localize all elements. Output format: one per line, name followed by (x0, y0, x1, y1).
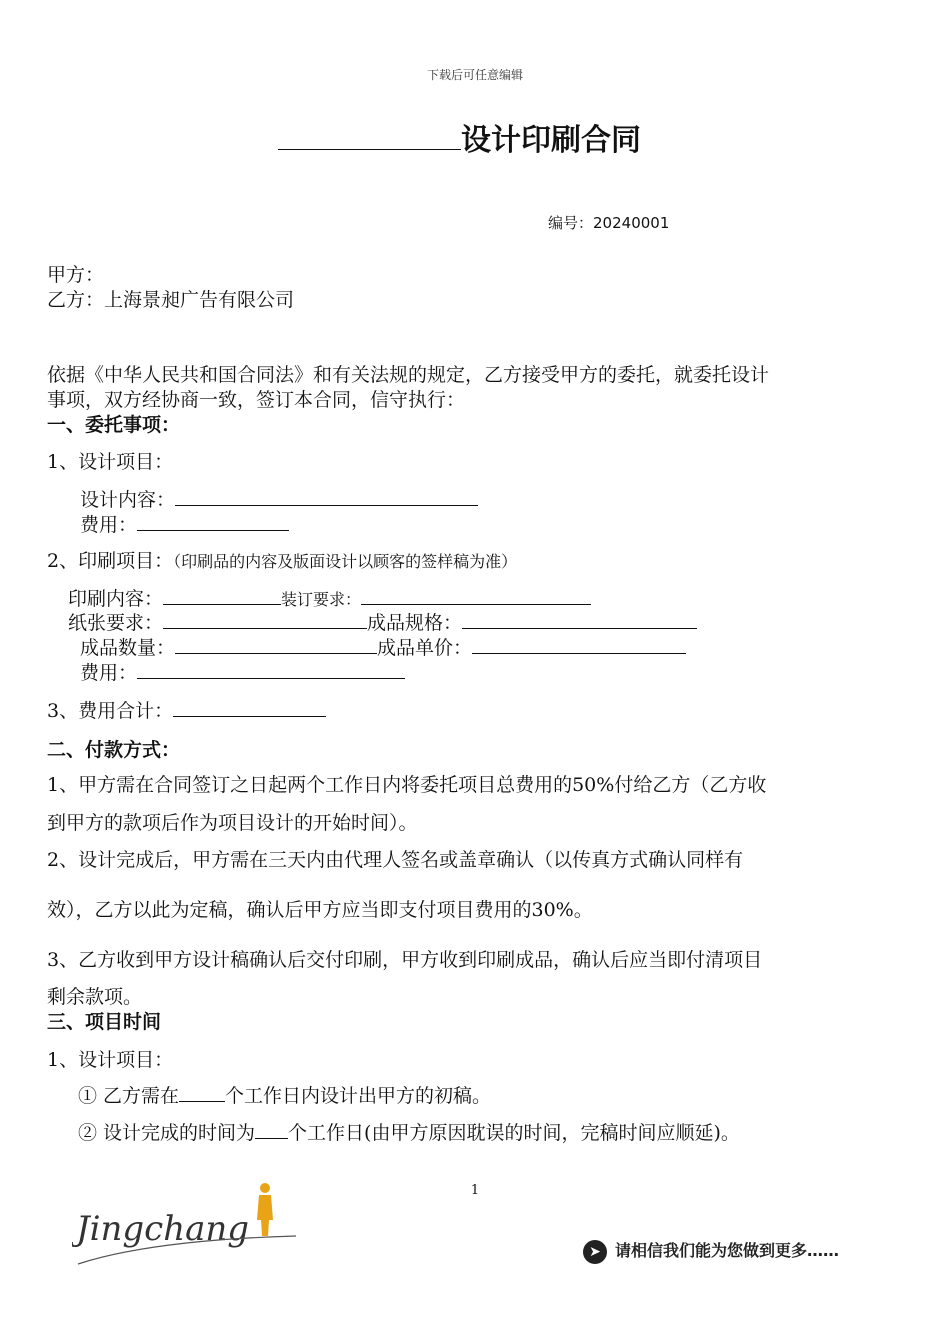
s3-sub-1 (78, 1081, 491, 1108)
print-fee-blank[interactable] (137, 659, 405, 679)
contract-number (548, 212, 669, 233)
total-fee-label: 3、费用合计： (47, 700, 174, 722)
unit-price-label: 成品单价： (377, 637, 473, 659)
print-content-label: 印刷内容： (68, 588, 164, 610)
s1-item-2-label: 2、印刷项目： (47, 550, 174, 572)
quantity-price-row (80, 633, 686, 660)
s3-sub-2-pre: ② 设计完成的时间为 (78, 1122, 256, 1144)
section-2-heading: 二、付款方式： (47, 739, 181, 761)
intro-line-1: 依据《中华人民共和国合同法》和有关法规的规定，乙方接受甲方的委托，就委托设计 (47, 364, 770, 386)
paper-blank[interactable] (163, 609, 367, 629)
draft-days-blank[interactable] (179, 1082, 225, 1102)
print-content-blank[interactable] (163, 585, 281, 605)
paper-spec-row (68, 608, 697, 635)
jingchang-logo (72, 1180, 312, 1275)
arrow-right-icon: ➤ (583, 1240, 607, 1264)
s3-sub-2 (78, 1118, 740, 1145)
slogan-text: 请相信我们能为您做到更多…… (615, 1241, 840, 1260)
contract-number-label: 编号： (548, 214, 594, 232)
payment-2-line-1: 2、设计完成后，甲方需在三天内由代理人签名或盖章确认（以传真方式确认同样有 (47, 849, 744, 871)
quantity-blank[interactable] (175, 634, 377, 654)
payment-1-line-1: 1、甲方需在合同签订之日起两个工作日内将委托项目总费用的50%付给乙方（乙方收 (47, 774, 767, 796)
payment-3-line-1: 3、乙方收到甲方设计稿确认后交付印刷，甲方收到印刷成品，确认后应当即付清项目 (47, 949, 763, 971)
s3-sub-1-post: 个工作日内设计出甲方的初稿。 (225, 1085, 492, 1107)
binding-blank[interactable] (361, 585, 591, 605)
slogan (583, 1238, 839, 1264)
design-fee-row (80, 510, 289, 537)
total-fee-blank[interactable] (173, 697, 326, 717)
intro-line-2: 事项，双方经协商一致，签订本合同，信守执行： (47, 389, 466, 411)
s1-item-1: 1、设计项目： (47, 451, 174, 473)
design-fee-blank[interactable] (137, 511, 289, 531)
payment-2-line-2: 效），乙方以此为定稿，确认后甲方应当即支付项目费用的30%。 (47, 899, 593, 921)
payment-1-line-2: 到甲方的款项后作为项目设计的开始时间）。 (47, 812, 418, 834)
s1-item-2 (47, 546, 517, 573)
party-b: 乙方：上海景昶广告有限公司 (47, 289, 295, 311)
print-fee-row (80, 658, 405, 685)
s3-item-1: 1、设计项目： (47, 1049, 174, 1071)
section-3-heading: 三、项目时间 (47, 1011, 162, 1033)
design-fee-label: 费用： (80, 514, 138, 536)
design-content-blank[interactable] (175, 486, 478, 506)
logo-text: Jingchang (76, 1209, 250, 1249)
spec-blank[interactable] (462, 609, 697, 629)
title-blank[interactable] (278, 119, 461, 150)
title-text: 设计印刷合同 (461, 123, 641, 158)
s1-item-2-note: （印刷品的内容及版面设计以顾客的签样稿为准） (173, 552, 518, 571)
logo-figure-icon (257, 1183, 273, 1236)
print-content-row (68, 584, 591, 611)
contract-title (278, 115, 641, 159)
page-number: 1 (470, 1183, 480, 1198)
s3-sub-1-pre: ① 乙方需在 (78, 1085, 180, 1107)
spec-label: 成品规格： (367, 612, 463, 634)
contract-number-value: 20240001 (593, 214, 670, 232)
paper-label: 纸张要求： (68, 612, 164, 634)
section-1-heading: 一、委托事项： (47, 414, 181, 436)
binding-label: 装订要求： (281, 590, 362, 609)
total-fee-row (47, 696, 326, 723)
unit-price-blank[interactable] (472, 634, 686, 654)
print-fee-label: 费用： (80, 662, 138, 684)
quantity-label: 成品数量： (80, 637, 176, 659)
completion-days-blank[interactable] (255, 1119, 288, 1139)
design-content-row (80, 485, 478, 512)
s3-sub-2-post: 个工作日(由甲方原因耽误的时间，完稿时间应顺延)。 (288, 1122, 740, 1144)
header-note: 下载后可任意编辑 (426, 68, 523, 82)
payment-3-line-2: 剩余款项。 (47, 986, 143, 1008)
design-content-label: 设计内容： (80, 489, 176, 511)
party-a: 甲方： (47, 264, 105, 286)
